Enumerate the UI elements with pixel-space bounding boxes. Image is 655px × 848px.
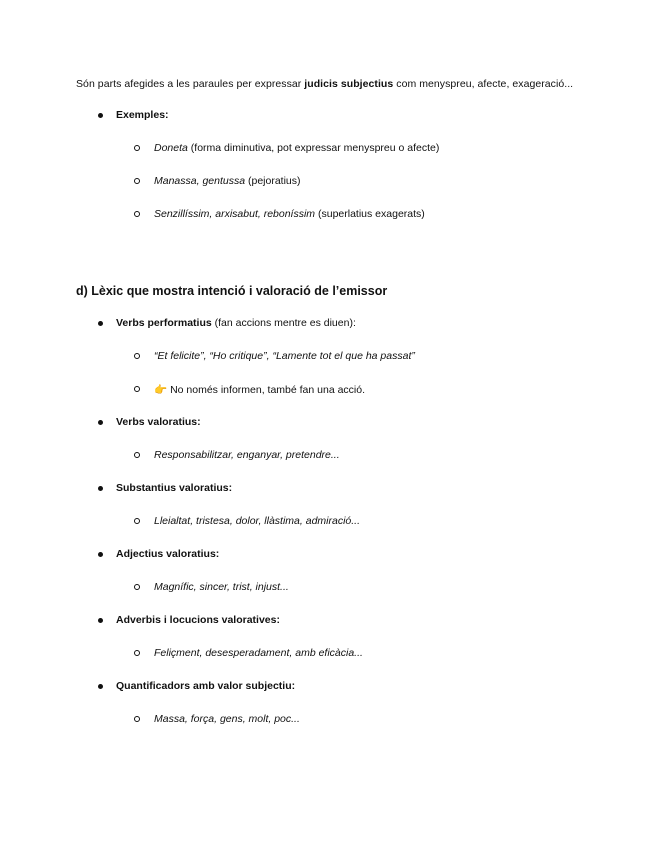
group-label: Adjectius valoratius:	[116, 548, 220, 560]
example-italic: Manassa, gentussa	[154, 175, 246, 187]
example-note: (pejoratius)	[245, 175, 301, 187]
example-italic: Magnífic, sincer, trist, injust...	[154, 581, 289, 593]
group-label: Adverbis i locucions valoratives:	[116, 614, 280, 626]
exemples-label: Exemples:	[116, 109, 169, 121]
sub-bullet-circle	[134, 518, 140, 524]
sub-bullet-circle	[134, 211, 140, 217]
sub-bullet-circle	[134, 386, 140, 392]
bullet-dot	[98, 113, 103, 118]
sub-bullet-circle	[134, 650, 140, 656]
performatius-note: (fan accions mentre es diuen):	[211, 317, 356, 329]
sub-bullet-circle	[134, 178, 140, 184]
intro-text-start: Són parts afegides a les paraules per expressar	[76, 78, 305, 90]
example-italic: Lleialtat, tristesa, dolor, llàstima, admiració...	[154, 515, 361, 527]
example-italic: Doneta	[154, 142, 188, 154]
sub-bullet-circle	[134, 145, 140, 151]
section-heading: d) Lèxic que mostra intenció i valoració de l’emissor	[76, 284, 388, 298]
bullet-dot	[98, 486, 103, 491]
example-italic: Senzillíssim, arxisabut, reboníssim	[154, 208, 316, 220]
example-italic: Responsabilitzar, enganyar, pretendre...	[154, 449, 340, 461]
group-label: Quantificadors amb valor subjectiu:	[116, 680, 296, 692]
example-italic: Feliçment, desesperadament, amb eficàcia...	[154, 647, 363, 659]
sub-bullet-circle	[134, 452, 140, 458]
intro-bold-phrase: judicis subjectius	[304, 78, 394, 90]
sub-bullet-circle	[134, 353, 140, 359]
example-note: (forma diminutiva, pot expressar menyspreu o afecte)	[187, 142, 440, 154]
bullet-dot	[98, 684, 103, 689]
bullet-dot	[98, 321, 103, 326]
example-italic: Massa, força, gens, molt, poc...	[154, 713, 300, 725]
bullet-dot	[98, 618, 103, 623]
performatius-label: Verbs performatius	[116, 317, 212, 329]
example-italic: “Et felicite”, “Ho critique”, “Lamente tot el que ha passat”	[154, 350, 415, 362]
bullet-dot	[98, 552, 103, 557]
sub-bullet-circle	[134, 716, 140, 722]
pointing-hand-icon: 👉	[154, 384, 168, 396]
intro-text-end: com menyspreu, afecte, exageració...	[393, 78, 574, 90]
note-text: No només informen, també fan una acció.	[170, 384, 366, 396]
example-note: (superlatius exagerats)	[315, 208, 425, 220]
group-label: Substantius valoratius:	[116, 482, 233, 494]
sub-bullet-circle	[134, 584, 140, 590]
bullet-dot	[98, 420, 103, 425]
group-label: Verbs valoratius:	[116, 416, 201, 428]
intro-paragraph	[76, 78, 573, 90]
